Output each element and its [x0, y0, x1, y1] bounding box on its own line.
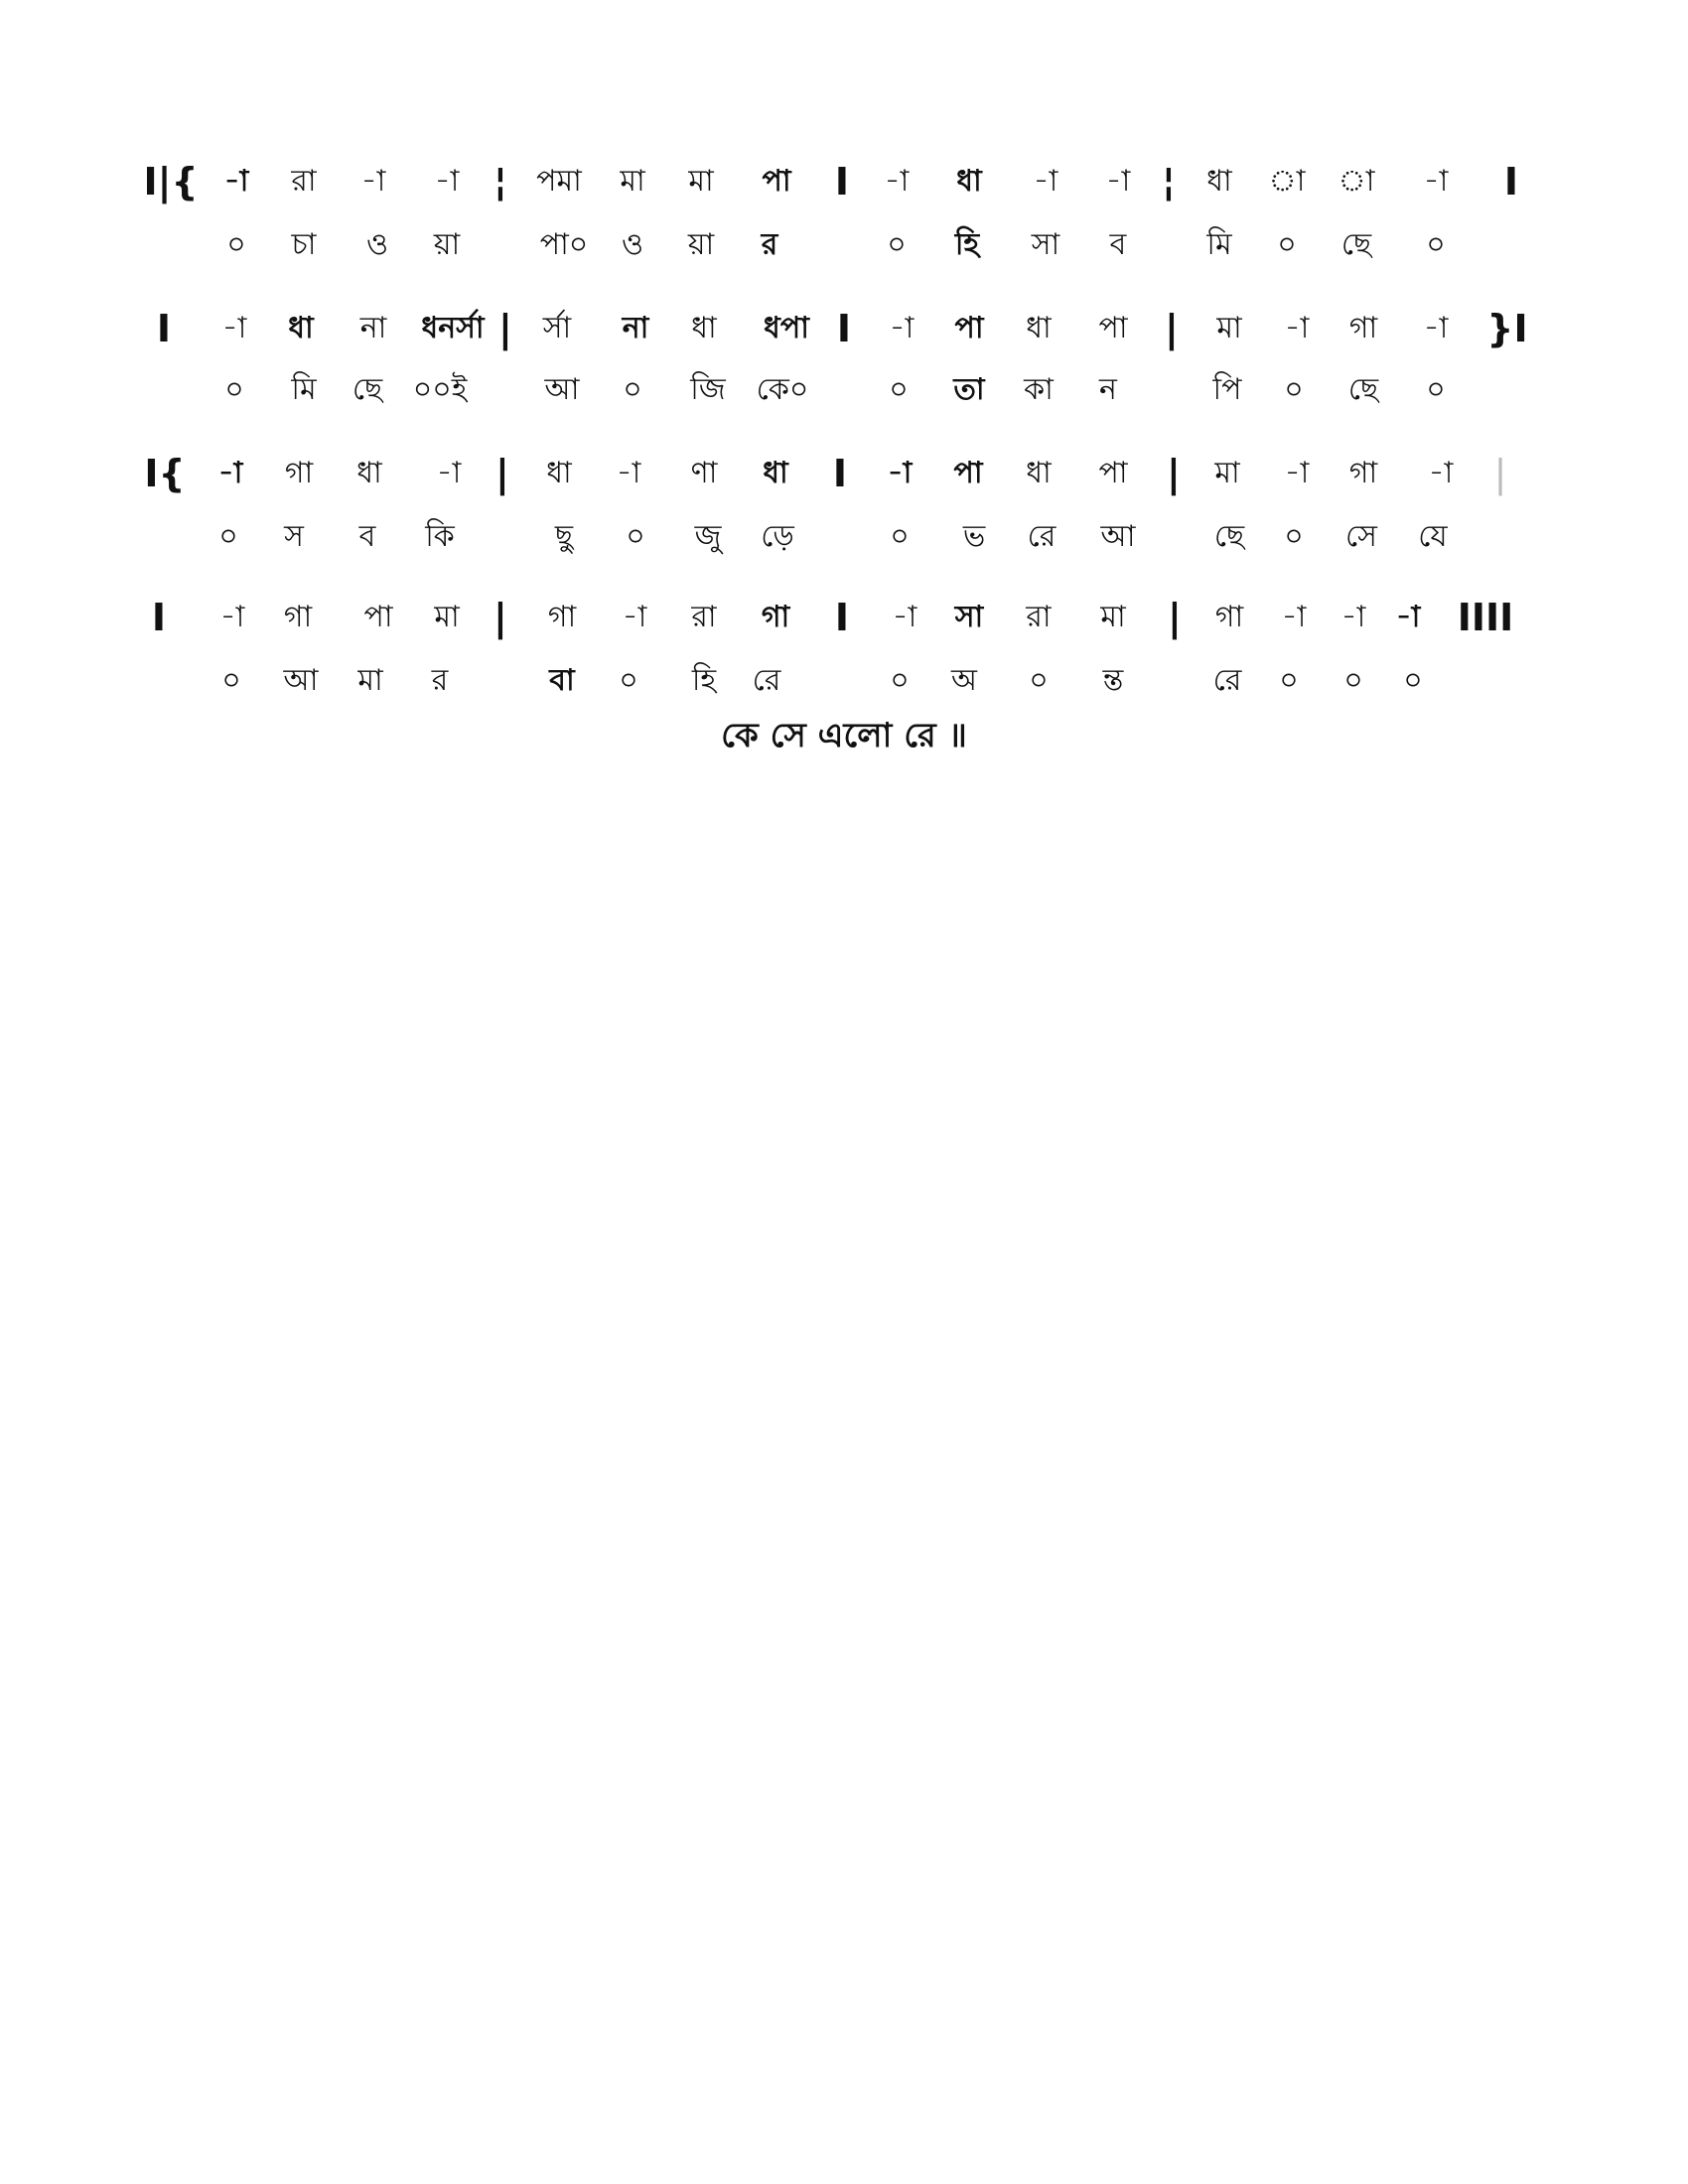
note: -া	[892, 600, 917, 634]
lyric: হি	[691, 663, 717, 698]
note: -া	[1105, 164, 1131, 199]
notes-line-3	[0, 449, 1688, 498]
barline: I{	[144, 452, 186, 495]
lyric: র	[761, 227, 778, 262]
note: পমা	[536, 164, 582, 199]
lyric: ০	[626, 519, 645, 554]
note: -া	[217, 456, 243, 490]
barline: I	[834, 160, 850, 204]
note: ধনর্সা	[421, 311, 485, 345]
note: গা	[1348, 456, 1378, 490]
lyric: ০	[218, 519, 238, 554]
lyric: ছে	[1347, 372, 1379, 407]
note: মা	[1100, 600, 1126, 634]
lyric: ০	[623, 372, 642, 407]
lyric: রে	[1212, 663, 1242, 698]
barline: ¦	[1162, 160, 1176, 204]
lyric: আ	[1100, 519, 1136, 554]
lyric: ০	[226, 227, 246, 262]
lyric: হি	[954, 227, 980, 262]
note: া	[1337, 164, 1375, 199]
note: মা	[620, 164, 645, 199]
note: রা	[691, 600, 717, 634]
note: গা	[761, 600, 790, 634]
lyric: ০	[887, 227, 907, 262]
lyric: যে	[1418, 519, 1448, 554]
note: -া	[1281, 600, 1307, 634]
lyric: ন্ত	[1102, 663, 1124, 698]
note: সা	[954, 600, 984, 634]
lyric: য়া	[687, 227, 715, 262]
barline: |	[1167, 452, 1181, 495]
barline: I	[832, 452, 848, 495]
note: পা	[762, 164, 791, 199]
barline: I	[1503, 160, 1519, 204]
lyric: ও	[365, 227, 389, 262]
lyric: কে০	[756, 372, 809, 407]
note: -া	[1340, 600, 1366, 634]
lyric: ০	[1426, 227, 1446, 262]
barline: I	[156, 307, 172, 350]
lyric: সা	[1031, 227, 1060, 262]
note: পা	[1098, 456, 1128, 490]
lyric: ০	[1284, 372, 1304, 407]
note: ধা	[1026, 456, 1052, 490]
lyric: জু	[694, 519, 722, 554]
note: -া	[887, 456, 913, 490]
lyric: ০	[1284, 519, 1304, 554]
lyric: ছে	[352, 372, 383, 407]
notes-line-2	[0, 304, 1688, 353]
note: পা	[363, 600, 393, 634]
barline: I	[834, 596, 850, 639]
note: মা	[688, 164, 714, 199]
note: ধা	[763, 456, 788, 490]
lyrics-line-3	[0, 512, 1688, 562]
lyric: ড়ে	[761, 519, 794, 554]
lyric: রে	[1027, 519, 1056, 554]
note: -া	[1423, 164, 1449, 199]
lyric: য়া	[433, 227, 461, 262]
barline: IIII	[1457, 596, 1514, 639]
lyric: সে	[1345, 519, 1377, 554]
lyric: ছে	[1340, 227, 1372, 262]
lyric: ০	[1277, 227, 1297, 262]
note: গা	[284, 456, 314, 490]
lyric: ০	[224, 372, 244, 407]
lyric: ০	[1343, 663, 1363, 698]
note: -া	[1284, 456, 1310, 490]
note: -া	[884, 164, 910, 199]
note: ধা	[1026, 311, 1052, 345]
note: পা	[1098, 311, 1128, 345]
note: -া	[1284, 311, 1310, 345]
note: গা	[547, 600, 577, 634]
lyric: বা	[549, 663, 575, 698]
note: -া	[1423, 311, 1449, 345]
note: -া	[434, 164, 460, 199]
lyric: ০০ই	[412, 372, 468, 407]
barline: |	[1165, 307, 1179, 350]
note: পা	[953, 456, 983, 490]
lyrics-line-2	[0, 365, 1688, 415]
lyric: আ	[283, 663, 319, 698]
lyric: আ	[544, 372, 580, 407]
note: মা	[1216, 311, 1242, 345]
note: -া	[1033, 164, 1058, 199]
lyric: ০	[1029, 663, 1049, 698]
lyrics-line-4	[0, 656, 1688, 706]
barline: |	[495, 452, 509, 495]
note: ধা	[356, 456, 382, 490]
barline: }I	[1486, 307, 1528, 350]
notes-line-1	[0, 157, 1688, 206]
lyric: স	[284, 519, 304, 554]
note: মা	[434, 600, 460, 634]
lyric: ভ	[962, 519, 986, 554]
lyric: মি	[1206, 227, 1232, 262]
note: -া	[889, 311, 914, 345]
note: রা	[291, 164, 317, 199]
lyric: ০	[1279, 663, 1299, 698]
lyric: রে	[752, 663, 781, 698]
lyric: ন	[1099, 372, 1117, 407]
barline: I|{	[143, 160, 199, 204]
note: গা	[1348, 311, 1378, 345]
note: ধা	[288, 311, 314, 345]
lyric: ও	[621, 227, 644, 262]
note: -া	[616, 456, 641, 490]
note: -া	[223, 164, 249, 199]
note: না	[622, 311, 649, 345]
barline: I	[836, 307, 852, 350]
note: ণা	[690, 456, 718, 490]
barline: |	[498, 307, 512, 350]
lyric: চা	[291, 227, 317, 262]
lyric: তা	[953, 372, 985, 407]
barline: |	[1493, 452, 1507, 495]
lyric: র	[431, 663, 449, 698]
lyric: কা	[1024, 372, 1054, 407]
barline: I	[151, 596, 167, 639]
note: গা	[1214, 600, 1244, 634]
lyric: ০	[1403, 663, 1423, 698]
lyric: ০	[889, 372, 909, 407]
closing-line: কে সে এলো রে ॥	[721, 716, 967, 755]
note: পা	[954, 311, 984, 345]
note: -া	[1395, 600, 1421, 634]
lyric: ব	[358, 519, 376, 554]
note: রা	[1026, 600, 1052, 634]
note: -া	[219, 600, 245, 634]
barline: |	[1168, 596, 1182, 639]
lyric: ব	[1109, 227, 1127, 262]
note: ধা	[546, 456, 572, 490]
note: -া	[1428, 456, 1454, 490]
note: না	[359, 311, 387, 345]
note: -া	[622, 600, 647, 634]
barline: ¦	[493, 160, 507, 204]
barline: |	[493, 596, 507, 639]
lyric: ০	[221, 663, 241, 698]
lyric: ০	[890, 519, 910, 554]
note: গা	[283, 600, 313, 634]
note: -া	[221, 311, 247, 345]
lyric: ০	[890, 663, 910, 698]
note: ধা	[691, 311, 717, 345]
note: ধপা	[764, 311, 809, 345]
lyric: পা০	[539, 227, 589, 262]
lyric: কি	[425, 519, 455, 554]
lyric: জি	[690, 372, 726, 407]
lyric: ছু	[554, 519, 574, 554]
note: -া	[436, 456, 462, 490]
lyric: অ	[951, 663, 977, 698]
lyric: পি	[1212, 372, 1242, 407]
lyric: ০	[1426, 372, 1446, 407]
note: ধা	[1206, 164, 1232, 199]
note: মা	[1214, 456, 1240, 490]
lyric: ছে	[1213, 519, 1245, 554]
lyrics-line-1	[0, 220, 1688, 270]
lyric: মি	[291, 372, 317, 407]
notes-line-4	[0, 593, 1688, 642]
note: া	[1268, 164, 1306, 199]
lyric: মা	[357, 663, 383, 698]
note: ধা	[956, 164, 982, 199]
note: -া	[360, 164, 386, 199]
lyric: ০	[619, 663, 638, 698]
note: র্সা	[542, 311, 572, 345]
